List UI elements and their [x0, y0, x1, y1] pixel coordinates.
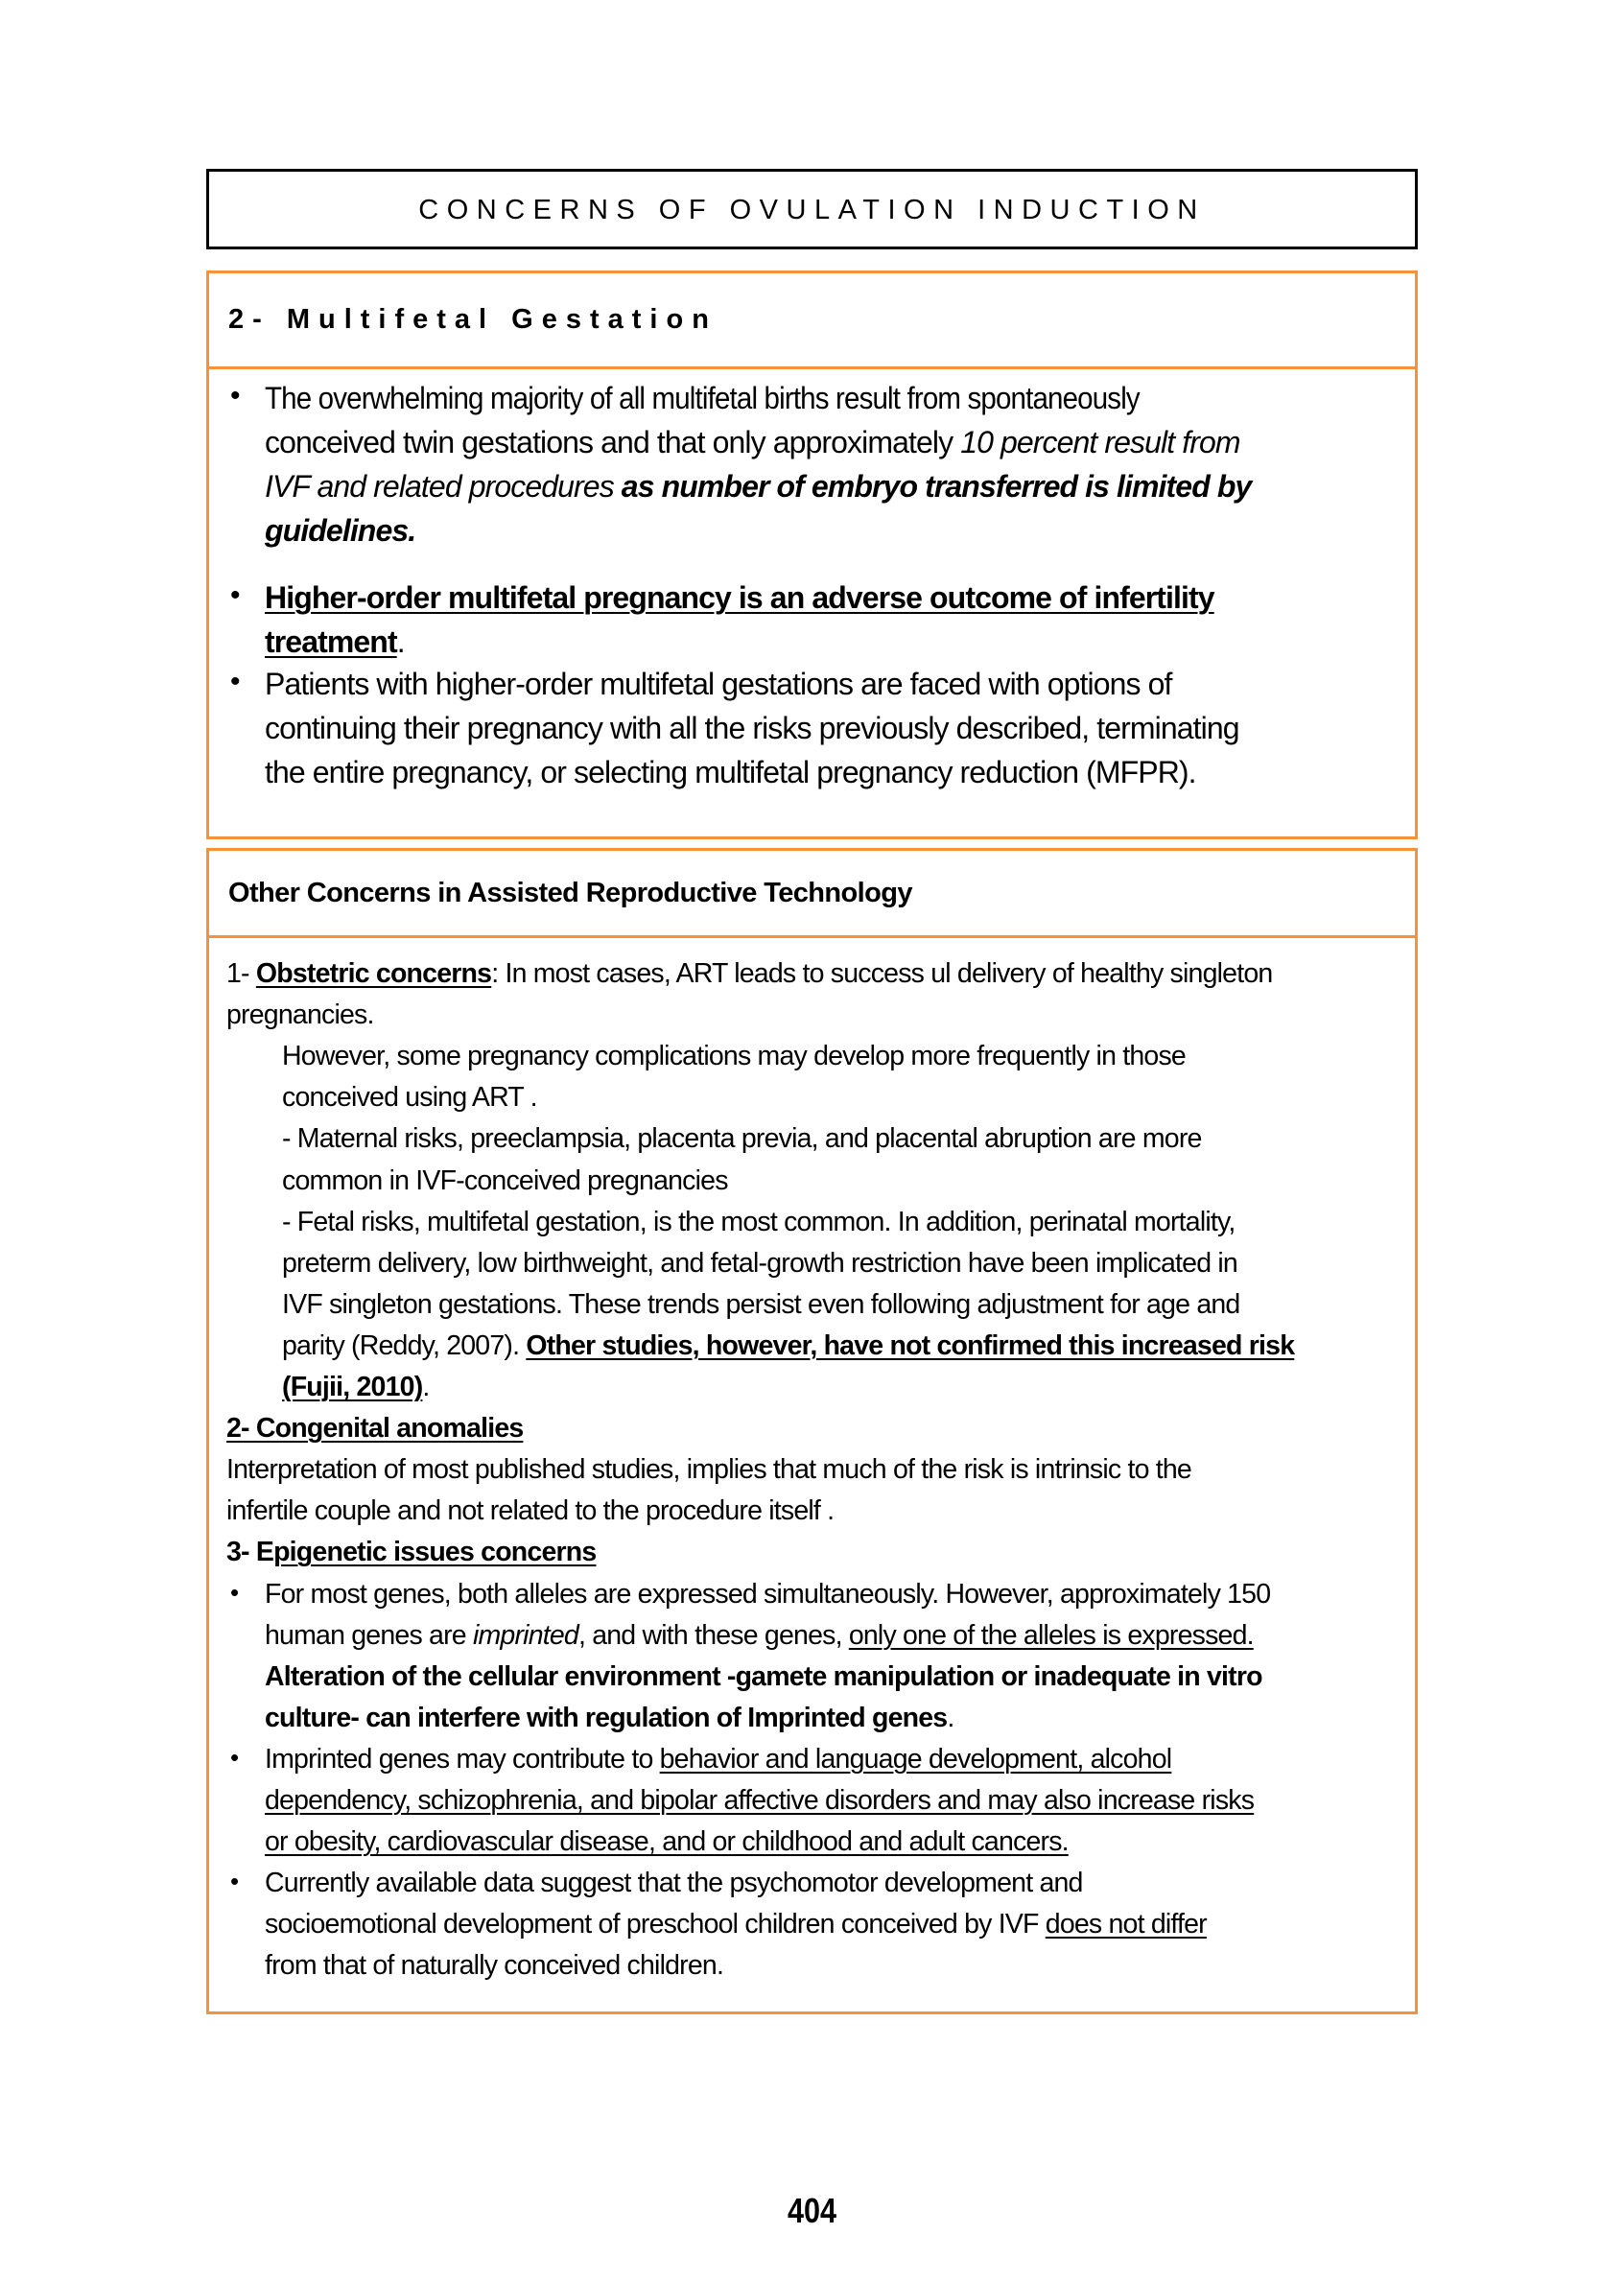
- text-run: Imprinted genes may contribute to: [265, 1743, 660, 1775]
- text-run: conceived using ART .: [282, 1082, 537, 1114]
- text-run: However, some pregnancy complications may develop more frequently in those: [282, 1041, 1186, 1072]
- text-line: [265, 1620, 1254, 1652]
- text-line: [226, 1454, 1191, 1486]
- text-run: does not differ: [1045, 1909, 1207, 1940]
- text-line: [265, 469, 1251, 505]
- text-run: 1-: [226, 958, 256, 989]
- text-run: Higher-order multifetal pregnancy is an adverse outcome of infertility: [265, 580, 1214, 615]
- bullet-icon: •: [230, 666, 241, 697]
- text-run: conceived twin gestations and that only approximately: [265, 425, 961, 459]
- text-run: culture- can interfere with regulation of Imprinted genes: [265, 1702, 948, 1733]
- text-run: parity (Reddy, 2007).: [282, 1329, 527, 1361]
- text-run: human genes are: [265, 1619, 473, 1651]
- text-line: [265, 1868, 1083, 1899]
- text-line: [265, 1703, 953, 1734]
- text-run: For most genes, both alleles are expressed simultaneously. However, approximately 150: [265, 1578, 1271, 1610]
- text-line: [265, 513, 415, 549]
- text-line: [226, 1537, 596, 1568]
- text-run: guidelines.: [265, 513, 416, 548]
- bullet-icon: •: [230, 380, 241, 412]
- bullet-icon: •: [230, 1577, 240, 1607]
- text-line: [265, 1909, 1207, 1940]
- section-heading: 2- Multifetal Gestation: [228, 304, 718, 335]
- text-run: 2- Congenital anomalies: [226, 1413, 524, 1445]
- text-line: [265, 711, 1239, 746]
- text-run: - Maternal risks, preeclampsia, placenta previa, and placental abruption are more: [282, 1123, 1202, 1155]
- text-run: .: [947, 1702, 954, 1733]
- text-run: Alteration of the cellular environment -gamete manipulation or inadequate in vitro: [265, 1660, 1262, 1692]
- text-run: or obesity, cardiovascular disease, and or childhood and adult cancers.: [265, 1826, 1069, 1858]
- text-run: Obstetric concerns: [255, 958, 492, 989]
- text-line: [282, 1372, 430, 1403]
- text-run: behavior and language development, alcohol: [659, 1743, 1172, 1775]
- text-run: : In most cases, ART leads to success ul delivery of healthy singleton: [491, 958, 1273, 989]
- text-line: [265, 1950, 723, 1982]
- text-line: [265, 1826, 1069, 1858]
- text-run: Other studies, however, have not confirmed this increased risk: [526, 1329, 1295, 1361]
- text-line: [282, 1330, 1294, 1362]
- page-title-box: [206, 169, 1418, 249]
- text-line: [282, 1041, 1186, 1072]
- text-run: dependency, schizophrenia, and bipolar affective disorders and may also increase risks: [265, 1785, 1255, 1816]
- text-line: [265, 1661, 1262, 1693]
- text-run: Currently available data suggest that the psychomotor development and: [265, 1868, 1083, 1899]
- section-header: [209, 851, 1415, 938]
- text-line: [282, 1289, 1239, 1321]
- text-run: The overwhelming majority of all multifetal births result from spontaneously: [265, 381, 1140, 415]
- text-run: Patients with higher-order multifetal gestations are faced with options of: [265, 667, 1172, 701]
- text-line: [265, 425, 1240, 460]
- text-line: [265, 1785, 1254, 1817]
- text-run: pigenetic issues concerns: [273, 1537, 597, 1568]
- text-line: [282, 1207, 1235, 1238]
- text-line: [265, 755, 1196, 790]
- text-run: 10 percent result from: [960, 425, 1240, 459]
- text-run: as number of embryo transferred is limited by: [621, 469, 1252, 504]
- text-line: [265, 381, 1140, 416]
- text-line: [265, 1744, 1171, 1775]
- text-run: infertile couple and not related to the procedure itself .: [226, 1495, 835, 1527]
- text-run: preterm delivery, low birthweight, and fetal-growth restriction have been implicated in: [282, 1247, 1237, 1279]
- page-number: 404: [787, 2191, 837, 2230]
- text-run: .: [422, 1372, 430, 1402]
- text-run: IVF singleton gestations. These trends persist even following adjustment for age and: [282, 1288, 1240, 1320]
- section-header: [209, 273, 1415, 369]
- section-heading: Other Concerns in Assisted Reproductive Technology: [228, 878, 912, 908]
- text-run: socioemotional development of preschool children conceived by IVF: [265, 1909, 1046, 1940]
- text-line: [265, 1579, 1270, 1611]
- text-line: [282, 1165, 728, 1197]
- text-run: (Fujii, 2010): [282, 1372, 423, 1402]
- text-line: [265, 624, 405, 660]
- text-line: [282, 1082, 537, 1114]
- text-run: imprinted: [472, 1619, 578, 1651]
- text-run: Interpretation of most published studies, implies that much of the risk is intrinsic to the: [226, 1454, 1191, 1486]
- text-line: [226, 958, 1272, 990]
- text-run: pregnancies.: [226, 999, 374, 1031]
- text-run: continuing their pregnancy with all the risks previously described, terminating: [265, 711, 1239, 745]
- text-run: the entire pregnancy, or selecting multifetal pregnancy reduction (MFPR).: [265, 755, 1196, 789]
- text-line: [282, 1248, 1237, 1280]
- text-run: 3- E: [226, 1537, 274, 1568]
- text-run: treatment: [265, 624, 397, 659]
- text-line: [265, 667, 1172, 702]
- text-run: - Fetal risks, multifetal gestation, is the most common. In addition, perinatal mortality,: [282, 1206, 1236, 1237]
- text-line: [282, 1123, 1202, 1155]
- bullet-icon: •: [230, 579, 241, 611]
- text-line: [265, 580, 1214, 616]
- text-run: , and with these genes,: [577, 1619, 849, 1651]
- text-line: [226, 999, 374, 1031]
- text-run: common in IVF-conceived pregnancies: [282, 1164, 728, 1196]
- text-line: [226, 1413, 523, 1445]
- page-title: CONCERNS OF OVULATION INDUCTION: [418, 195, 1206, 225]
- multifetal-gestation-section: [206, 270, 1418, 839]
- text-line: [226, 1495, 834, 1527]
- bullet-icon: •: [230, 1867, 240, 1896]
- text-run: IVF and related procedures: [265, 469, 622, 504]
- text-run: only one of the alleles is expressed.: [848, 1619, 1254, 1651]
- bullet-icon: •: [230, 1742, 240, 1772]
- text-run: from that of naturally conceived children.: [265, 1950, 724, 1982]
- other-concerns-section: [206, 848, 1418, 2014]
- text-run: .: [396, 624, 405, 659]
